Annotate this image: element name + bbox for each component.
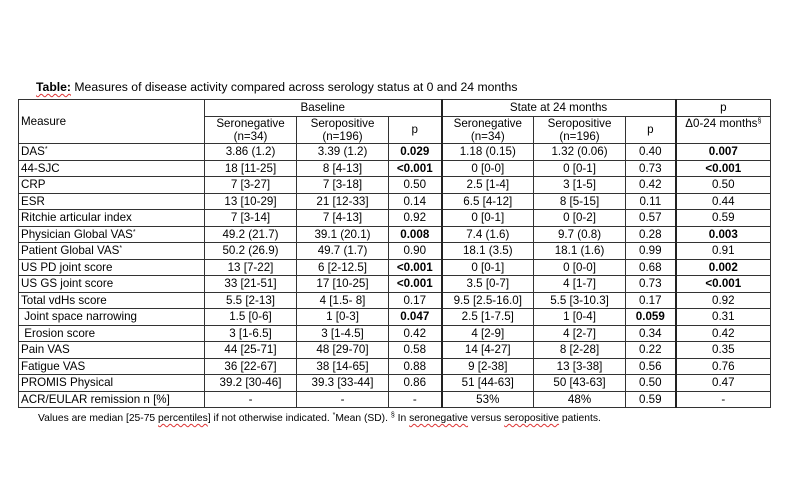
cell-baseline-p: 0.029 bbox=[389, 144, 442, 161]
header-state-seropos bbox=[534, 116, 626, 144]
cell-measure bbox=[19, 292, 205, 309]
table-row bbox=[19, 325, 771, 342]
cell-baseline-seroneg: 36 [22-67] bbox=[205, 358, 297, 375]
p-delta-label: Δ0-24 months bbox=[685, 116, 758, 130]
cell-measure bbox=[19, 177, 205, 194]
table-row bbox=[19, 144, 771, 161]
cell-baseline-seropos: 6 [2-12.5] bbox=[297, 259, 389, 276]
cell-state-p: 0.99 bbox=[626, 243, 676, 260]
cell-state-seroneg: 18.1 (3.5) bbox=[442, 243, 534, 260]
table-footnote bbox=[38, 412, 601, 424]
cell-baseline-seropos: 3.39 (1.2) bbox=[297, 144, 389, 161]
table-row bbox=[19, 243, 771, 260]
cell-state-p: 0.59 bbox=[626, 391, 676, 408]
footnote-part5: versus bbox=[468, 413, 505, 424]
cell-state-seroneg: 0 [0-1] bbox=[442, 259, 534, 276]
cell-measure bbox=[19, 144, 205, 161]
cell-baseline-seroneg: 5.5 [2-13] bbox=[205, 292, 297, 309]
header-baseline-p: p bbox=[389, 116, 442, 144]
cell-measure bbox=[19, 210, 205, 227]
cell-state-seroneg: 9 [2-38] bbox=[442, 358, 534, 375]
table-row bbox=[19, 259, 771, 276]
seroneg-label: Seronegative bbox=[216, 116, 285, 130]
measure-label: Erosion score bbox=[21, 326, 96, 340]
cell-state-seropos: 50 [43-63] bbox=[534, 375, 626, 392]
cell-baseline-p: 0.42 bbox=[389, 325, 442, 342]
cell-delta-p: 0.50 bbox=[676, 177, 771, 194]
cell-baseline-seropos: 39.1 (20.1) bbox=[297, 226, 389, 243]
cell-state-seropos: 4 [2-7] bbox=[534, 325, 626, 342]
cell-measure bbox=[19, 309, 205, 326]
cell-baseline-seroneg: 13 [7-22] bbox=[205, 259, 297, 276]
cell-baseline-seropos: 39.3 [33-44] bbox=[297, 375, 389, 392]
header-state-p: p bbox=[626, 116, 676, 144]
cell-delta-p: <0.001 bbox=[676, 276, 771, 293]
cell-baseline-seroneg: 7 [3-14] bbox=[205, 210, 297, 227]
cell-baseline-p: 0.90 bbox=[389, 243, 442, 260]
cell-baseline-seroneg: 3 [1-6.5] bbox=[205, 325, 297, 342]
cell-state-seropos: 5.5 [3-10.3] bbox=[534, 292, 626, 309]
cell-delta-p: 0.44 bbox=[676, 193, 771, 210]
table-row bbox=[19, 226, 771, 243]
seropos-n: (n=196) bbox=[322, 129, 363, 143]
cell-measure bbox=[19, 276, 205, 293]
cell-baseline-p: <0.001 bbox=[389, 259, 442, 276]
cell-baseline-seroneg: 1.5 [0-6] bbox=[205, 309, 297, 326]
cell-state-seropos: 18.1 (1.6) bbox=[534, 243, 626, 260]
cell-state-seroneg: 9.5 [2.5-16.0] bbox=[442, 292, 534, 309]
cell-delta-p: 0.31 bbox=[676, 309, 771, 326]
cell-state-seroneg: 4 [2-9] bbox=[442, 325, 534, 342]
cell-measure bbox=[19, 243, 205, 260]
measure-label: Ritchie articular index bbox=[21, 211, 132, 225]
cell-state-seroneg: 6.5 [4-12] bbox=[442, 193, 534, 210]
cell-state-p: 0.40 bbox=[626, 144, 676, 161]
cell-state-seropos: 1 [0-4] bbox=[534, 309, 626, 326]
table-row bbox=[19, 375, 771, 392]
cell-baseline-seropos: 21 [12-33] bbox=[297, 193, 389, 210]
cell-state-seropos: 4 [1-7] bbox=[534, 276, 626, 293]
header-p-delta bbox=[676, 116, 771, 144]
measure-label: US PD joint score bbox=[21, 260, 113, 274]
cell-baseline-p: 0.58 bbox=[389, 342, 442, 359]
cell-baseline-seropos: 1 [0-3] bbox=[297, 309, 389, 326]
header-measure: Measure bbox=[19, 100, 205, 144]
table-row bbox=[19, 309, 771, 326]
cell-state-seropos: 13 [3-38] bbox=[534, 358, 626, 375]
cell-baseline-seropos: 38 [14-65] bbox=[297, 358, 389, 375]
measure-label: Pain VAS bbox=[21, 343, 70, 357]
cell-state-p: 0.22 bbox=[626, 342, 676, 359]
table-row bbox=[19, 292, 771, 309]
cell-baseline-seropos: 48 [29-70] bbox=[297, 342, 389, 359]
footnote-seronegative: seronegative bbox=[409, 413, 469, 424]
cell-measure bbox=[19, 259, 205, 276]
table-row bbox=[19, 210, 771, 227]
cell-delta-p: 0.91 bbox=[676, 243, 771, 260]
cell-delta-p: 0.003 bbox=[676, 226, 771, 243]
caption-label: Table: bbox=[36, 80, 71, 94]
cell-baseline-p: - bbox=[389, 391, 442, 408]
cell-state-seroneg: 14 [4-27] bbox=[442, 342, 534, 359]
cell-state-p: 0.57 bbox=[626, 210, 676, 227]
cell-state-seropos: 8 [5-15] bbox=[534, 193, 626, 210]
footnote-percentiles: percentiles bbox=[158, 413, 208, 424]
cell-state-seropos: 0 [0-2] bbox=[534, 210, 626, 227]
cell-state-seroneg: 51 [44-63] bbox=[442, 375, 534, 392]
footnote-part4: In bbox=[394, 413, 410, 424]
cell-baseline-seroneg: 50.2 (26.9) bbox=[205, 243, 297, 260]
cell-baseline-seroneg: 18 [11-25] bbox=[205, 160, 297, 177]
cell-baseline-seropos: 4 [1.5- 8] bbox=[297, 292, 389, 309]
cell-state-p: 0.68 bbox=[626, 259, 676, 276]
measure-label: ESR bbox=[21, 194, 45, 208]
cell-state-p: 0.11 bbox=[626, 193, 676, 210]
cell-state-seropos: 3 [1-5] bbox=[534, 177, 626, 194]
table-row bbox=[19, 193, 771, 210]
cell-state-seroneg: 2.5 [1-7.5] bbox=[442, 309, 534, 326]
table-row bbox=[19, 276, 771, 293]
cell-baseline-seroneg: 13 [10-29] bbox=[205, 193, 297, 210]
seropos-label: Seropositive bbox=[310, 116, 375, 130]
cell-delta-p: 0.42 bbox=[676, 325, 771, 342]
p-delta-sup: § bbox=[757, 117, 762, 125]
footnote-seropositive: seropositive bbox=[504, 413, 560, 424]
header-row-groups bbox=[19, 100, 771, 117]
seropos-n: (n=196) bbox=[559, 129, 600, 143]
cell-state-p: 0.28 bbox=[626, 226, 676, 243]
cell-measure bbox=[19, 358, 205, 375]
measure-sup: * bbox=[132, 228, 136, 236]
measure-sup: * bbox=[119, 245, 123, 253]
cell-baseline-p: <0.001 bbox=[389, 276, 442, 293]
measure-label: Fatigue VAS bbox=[21, 359, 86, 373]
cell-state-seroneg: 7.4 (1.6) bbox=[442, 226, 534, 243]
cell-delta-p: 0.92 bbox=[676, 292, 771, 309]
footnote-part1: Values are median [25-75 bbox=[38, 413, 159, 424]
caption-text: Measures of disease activity compared across serology status at 0 and 24 months bbox=[74, 80, 518, 94]
cell-delta-p: 0.002 bbox=[676, 259, 771, 276]
cell-baseline-p: <0.001 bbox=[389, 160, 442, 177]
cell-delta-p: <0.001 bbox=[676, 160, 771, 177]
measure-label: Joint space narrowing bbox=[21, 310, 137, 324]
cell-state-seropos: 0 [0-1] bbox=[534, 160, 626, 177]
seroneg-n: (n=34) bbox=[233, 129, 268, 143]
cell-measure bbox=[19, 342, 205, 359]
cell-delta-p: 0.59 bbox=[676, 210, 771, 227]
cell-baseline-seropos: 17 [10-25] bbox=[297, 276, 389, 293]
cell-baseline-p: 0.50 bbox=[389, 177, 442, 194]
cell-measure bbox=[19, 193, 205, 210]
cell-baseline-p: 0.047 bbox=[389, 309, 442, 326]
cell-state-seroneg: 3.5 [0-7] bbox=[442, 276, 534, 293]
table-row bbox=[19, 342, 771, 359]
cell-baseline-p: 0.92 bbox=[389, 210, 442, 227]
measure-label: PROMIS Physical bbox=[21, 376, 114, 390]
header-baseline: Baseline bbox=[205, 100, 442, 117]
table-row bbox=[19, 358, 771, 375]
measure-sup: * bbox=[44, 146, 48, 154]
cell-state-seroneg: 1.18 (0.15) bbox=[442, 144, 534, 161]
cell-state-p: 0.42 bbox=[626, 177, 676, 194]
cell-measure bbox=[19, 325, 205, 342]
cell-state-seropos: 0 [0-0] bbox=[534, 259, 626, 276]
cell-delta-p: - bbox=[676, 391, 771, 408]
measure-label: ACR/EULAR remission n [%] bbox=[21, 392, 170, 406]
header-state-seroneg bbox=[442, 116, 534, 144]
cell-state-seroneg: 2.5 [1-4] bbox=[442, 177, 534, 194]
cell-baseline-p: 0.86 bbox=[389, 375, 442, 392]
header-baseline-seropos bbox=[297, 116, 389, 144]
cell-state-p: 0.17 bbox=[626, 292, 676, 309]
cell-baseline-seropos: 3 [1-4.5] bbox=[297, 325, 389, 342]
cell-state-p: 0.73 bbox=[626, 276, 676, 293]
cell-baseline-seroneg: 3.86 (1.2) bbox=[205, 144, 297, 161]
cell-state-p: 0.73 bbox=[626, 160, 676, 177]
measure-label: 44-SJC bbox=[21, 161, 60, 175]
cell-baseline-seroneg: 49.2 (21.7) bbox=[205, 226, 297, 243]
cell-delta-p: 0.35 bbox=[676, 342, 771, 359]
table-caption bbox=[36, 80, 517, 94]
cell-state-p: 0.50 bbox=[626, 375, 676, 392]
cell-measure bbox=[19, 160, 205, 177]
cell-measure bbox=[19, 375, 205, 392]
cell-state-p: 0.059 bbox=[626, 309, 676, 326]
cell-state-seroneg: 0 [0-0] bbox=[442, 160, 534, 177]
measure-label: Total vdHs score bbox=[21, 293, 107, 307]
cell-delta-p: 0.47 bbox=[676, 375, 771, 392]
header-state24: State at 24 months bbox=[442, 100, 676, 117]
cell-state-p: 0.34 bbox=[626, 325, 676, 342]
cell-baseline-seropos: 8 [4-13] bbox=[297, 160, 389, 177]
disease-activity-table bbox=[18, 99, 771, 408]
cell-state-seropos: 1.32 (0.06) bbox=[534, 144, 626, 161]
footnote-mean-sup: * bbox=[332, 412, 336, 419]
cell-baseline-seroneg: - bbox=[205, 391, 297, 408]
cell-baseline-p: 0.14 bbox=[389, 193, 442, 210]
seropos-label: Seropositive bbox=[547, 116, 612, 130]
cell-state-seroneg: 0 [0-1] bbox=[442, 210, 534, 227]
header-p-top: p bbox=[676, 100, 771, 117]
cell-baseline-seroneg: 44 [25-71] bbox=[205, 342, 297, 359]
cell-state-seropos: 9.7 (0.8) bbox=[534, 226, 626, 243]
cell-baseline-seropos: - bbox=[297, 391, 389, 408]
cell-baseline-p: 0.008 bbox=[389, 226, 442, 243]
cell-baseline-seroneg: 33 [21-51] bbox=[205, 276, 297, 293]
measure-label: Patient Global VAS bbox=[21, 244, 120, 258]
measure-label: US GS joint score bbox=[21, 277, 114, 291]
cell-state-p: 0.56 bbox=[626, 358, 676, 375]
header-baseline-seroneg bbox=[205, 116, 297, 144]
cell-baseline-p: 0.17 bbox=[389, 292, 442, 309]
cell-delta-p: 0.76 bbox=[676, 358, 771, 375]
cell-baseline-seroneg: 7 [3-27] bbox=[205, 177, 297, 194]
cell-baseline-seropos: 7 [4-13] bbox=[297, 210, 389, 227]
footnote-part3: Mean (SD). bbox=[335, 413, 391, 424]
cell-measure bbox=[19, 391, 205, 408]
cell-measure bbox=[19, 226, 205, 243]
footnote-sect-sup: § bbox=[390, 412, 395, 419]
footnote-part2: ] if not otherwise indicated. bbox=[207, 413, 333, 424]
cell-baseline-p: 0.88 bbox=[389, 358, 442, 375]
footnote-part6: patients. bbox=[559, 413, 601, 424]
seroneg-label: Seronegative bbox=[453, 116, 522, 130]
measure-label: CRP bbox=[21, 178, 46, 192]
table-row bbox=[19, 391, 771, 408]
cell-state-seroneg: 53% bbox=[442, 391, 534, 408]
cell-state-seropos: 8 [2-28] bbox=[534, 342, 626, 359]
table-row bbox=[19, 160, 771, 177]
table-row bbox=[19, 177, 771, 194]
cell-baseline-seroneg: 39.2 [30-46] bbox=[205, 375, 297, 392]
cell-state-seropos: 48% bbox=[534, 391, 626, 408]
cell-baseline-seropos: 49.7 (1.7) bbox=[297, 243, 389, 260]
cell-baseline-seropos: 7 [3-18] bbox=[297, 177, 389, 194]
seroneg-n: (n=34) bbox=[470, 129, 505, 143]
cell-delta-p: 0.007 bbox=[676, 144, 771, 161]
measure-label: DAS bbox=[21, 145, 45, 159]
measure-label: Physician Global VAS bbox=[21, 227, 133, 241]
